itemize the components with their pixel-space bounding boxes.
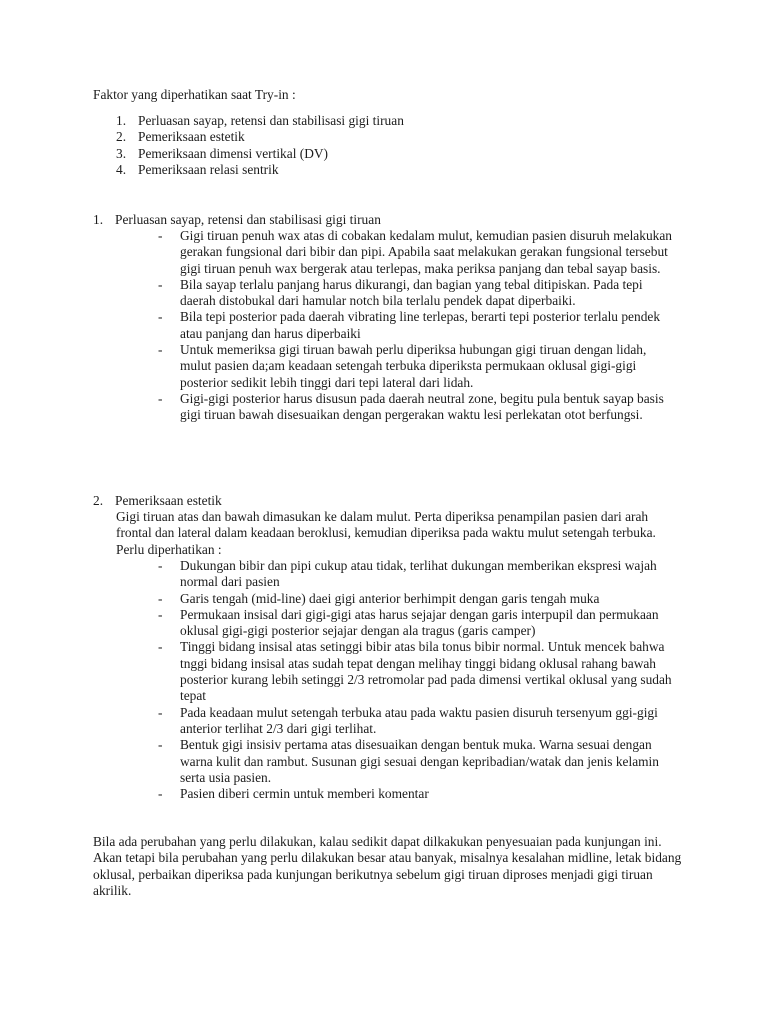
- bullet-item: [158, 558, 678, 591]
- dash-marker: -: [158, 606, 163, 622]
- dash-marker: -: [158, 309, 163, 325]
- list-item-text: Perluasan sayap, retensi dan stabilisasi gigi tiruan: [138, 113, 404, 128]
- bullet-text: Bentuk gigi insisiv pertama atas disesuaikan dengan bentuk muka. Warna sesuai dengan warna kulit dan rambut. Susunan gigi sesuai dengan kepribadian/watak dan jenis kelamin serta usia pasien.: [180, 737, 659, 785]
- bullet-item: [158, 786, 678, 802]
- dash-marker: -: [158, 228, 163, 243]
- bullet-item: [158, 228, 678, 277]
- section-title-text: Perluasan sayap, retensi dan stabilisasi gigi tiruan: [115, 212, 381, 227]
- dash-marker: -: [158, 276, 163, 292]
- section-2-title: [93, 493, 693, 509]
- dash-marker: -: [158, 786, 163, 802]
- bullet-item: [158, 639, 678, 704]
- list-item: [116, 146, 676, 162]
- intro-heading: Faktor yang diperhatikan saat Try-in :: [93, 87, 296, 102]
- section-number: 2.: [93, 493, 104, 508]
- section-2-paragraph: Gigi tiruan atas dan bawah dimasukan ke dalam mulut. Perta diperiksa penampilan pasien dari arah frontal dan lateral dalam keadaan beroklusi, kemudian diperiksa pada waktu mulut setengah terbuka. Perlu diperhatikan :: [116, 509, 656, 557]
- list-item: [116, 129, 676, 145]
- bullet-text: Garis tengah (mid-line) daei gigi anterior berhimpit dengan garis tengah muka: [180, 590, 600, 606]
- bullet-text: Bila sayap terlalu panjang harus dikurangi, dan bagian yang tebal ditipiskan. Pada tepi daerah distobukal dari hamular notch bila terlalu pendek dapat diperbaiki.: [180, 276, 643, 309]
- section-number: 1.: [93, 212, 104, 227]
- list-item-number: 4.: [116, 161, 127, 177]
- dash-marker: -: [158, 590, 163, 606]
- bullet-text: Untuk memeriksa gigi tiruan bawah perlu diperiksa hubungan gigi tiruan dengan lidah, mulut pasien da;am keadaan setengah terbuka diperiksta permukaan oklusal gigi-gigi posterior sedikit lebih tinggi dari tepi lateral dari lidah.: [180, 342, 647, 390]
- list-item-number: 1.: [116, 113, 127, 128]
- list-item-number: 2.: [116, 129, 127, 145]
- list-item: [116, 113, 676, 129]
- bullet-text: Pasien diberi cermin untuk memberi komentar: [180, 786, 429, 802]
- bullet-item: [158, 607, 678, 640]
- dash-marker: -: [158, 704, 163, 720]
- bullet-item: [158, 342, 678, 391]
- list-item-text: Pemeriksaan estetik: [138, 129, 245, 145]
- dash-marker: -: [158, 639, 163, 655]
- bullet-item: [158, 737, 678, 786]
- bullet-text: Gigi tiruan penuh wax atas di cobakan kedalam mulut, kemudian pasien disuruh melakukan gerakan fungsional dari bibir dan pipi. Apabila saat melakukan gerakan fungsional tersebut gigi tiruan penuh wax bergerak atau terlepas, maka periksa panjang dan tebal sayap basis.: [180, 228, 672, 276]
- bullet-item: [158, 277, 678, 310]
- section-title-text: Pemeriksaan estetik: [115, 493, 222, 508]
- intro-list: [116, 113, 676, 178]
- list-item: [116, 162, 676, 178]
- bullet-text: Bila tepi posterior pada daerah vibrating line terlepas, berarti tepi posterior terlalu pendek atau panjang dan harus diperbaiki: [180, 309, 661, 341]
- list-item-text: Pemeriksaan dimensi vertikal (DV): [138, 145, 329, 161]
- dash-marker: -: [158, 390, 163, 406]
- bullet-text: Dukungan bibir dan pipi cukup atau tidak, terlihat dukungan memberikan ekspresi wajah normal dari pasien: [180, 558, 657, 590]
- section-1-title: [93, 212, 693, 228]
- section-1-bullets: [158, 228, 678, 424]
- bullet-text: Permukaan insisal dari gigi-gigi atas harus sejajar dengan garis interpupil dan permukaan oklusal gigi-gigi posterior sejajar dengan ala tragus (garis camper): [180, 606, 659, 639]
- dash-marker: -: [158, 342, 163, 358]
- bullet-text: Pada keadaan mulut setengah terbuka atau pada waktu pasien disuruh tersenyum ggi-gigi anterior terlihat 2/3 dari gigi terlihat.: [180, 704, 658, 736]
- bullet-text: Tinggi bidang insisal atas setinggi bibir atas bila tonus bibir normal. Untuk mencek bahwa tnggi bidang insisal atas sudah tepat dengan melihay tinggi bidang oklusal rahang bawah posterior kurang lebih setinggi 2/3 retromolar pad pada dimensi vertikal oklusal yang sudah tepat: [180, 639, 672, 704]
- bullet-item: [158, 309, 678, 342]
- bullet-item: [158, 391, 678, 424]
- bullet-item: [158, 591, 678, 607]
- dash-marker: -: [158, 737, 163, 753]
- list-item-text: Pemeriksaan relasi sentrik: [138, 161, 279, 177]
- bullet-text: Gigi-gigi posterior harus disusun pada daerah neutral zone, begitu pula bentuk sayap basis gigi tiruan bawah disesuaikan dengan pergerakan waktu lesi perlekatan otot berfungsi.: [180, 390, 664, 423]
- list-item-number: 3.: [116, 145, 127, 161]
- closing-paragraph: Bila ada perubahan yang perlu dilakukan, kalau sedikit dapat dilkakukan penyesuaian pada kunjungan ini. Akan tetapi bila perubahan yang perlu dilakukan besar atau banyak, misalnya kesalahan midline, letak bidang oklusal, perbaikan diperiksa pada kunjungan berikutnya sebelum gigi tiruan diproses menjadi gigi tiruan akrilik.: [93, 834, 682, 898]
- bullet-item: [158, 705, 678, 738]
- dash-marker: -: [158, 558, 163, 573]
- section-2-bullets: [158, 558, 678, 802]
